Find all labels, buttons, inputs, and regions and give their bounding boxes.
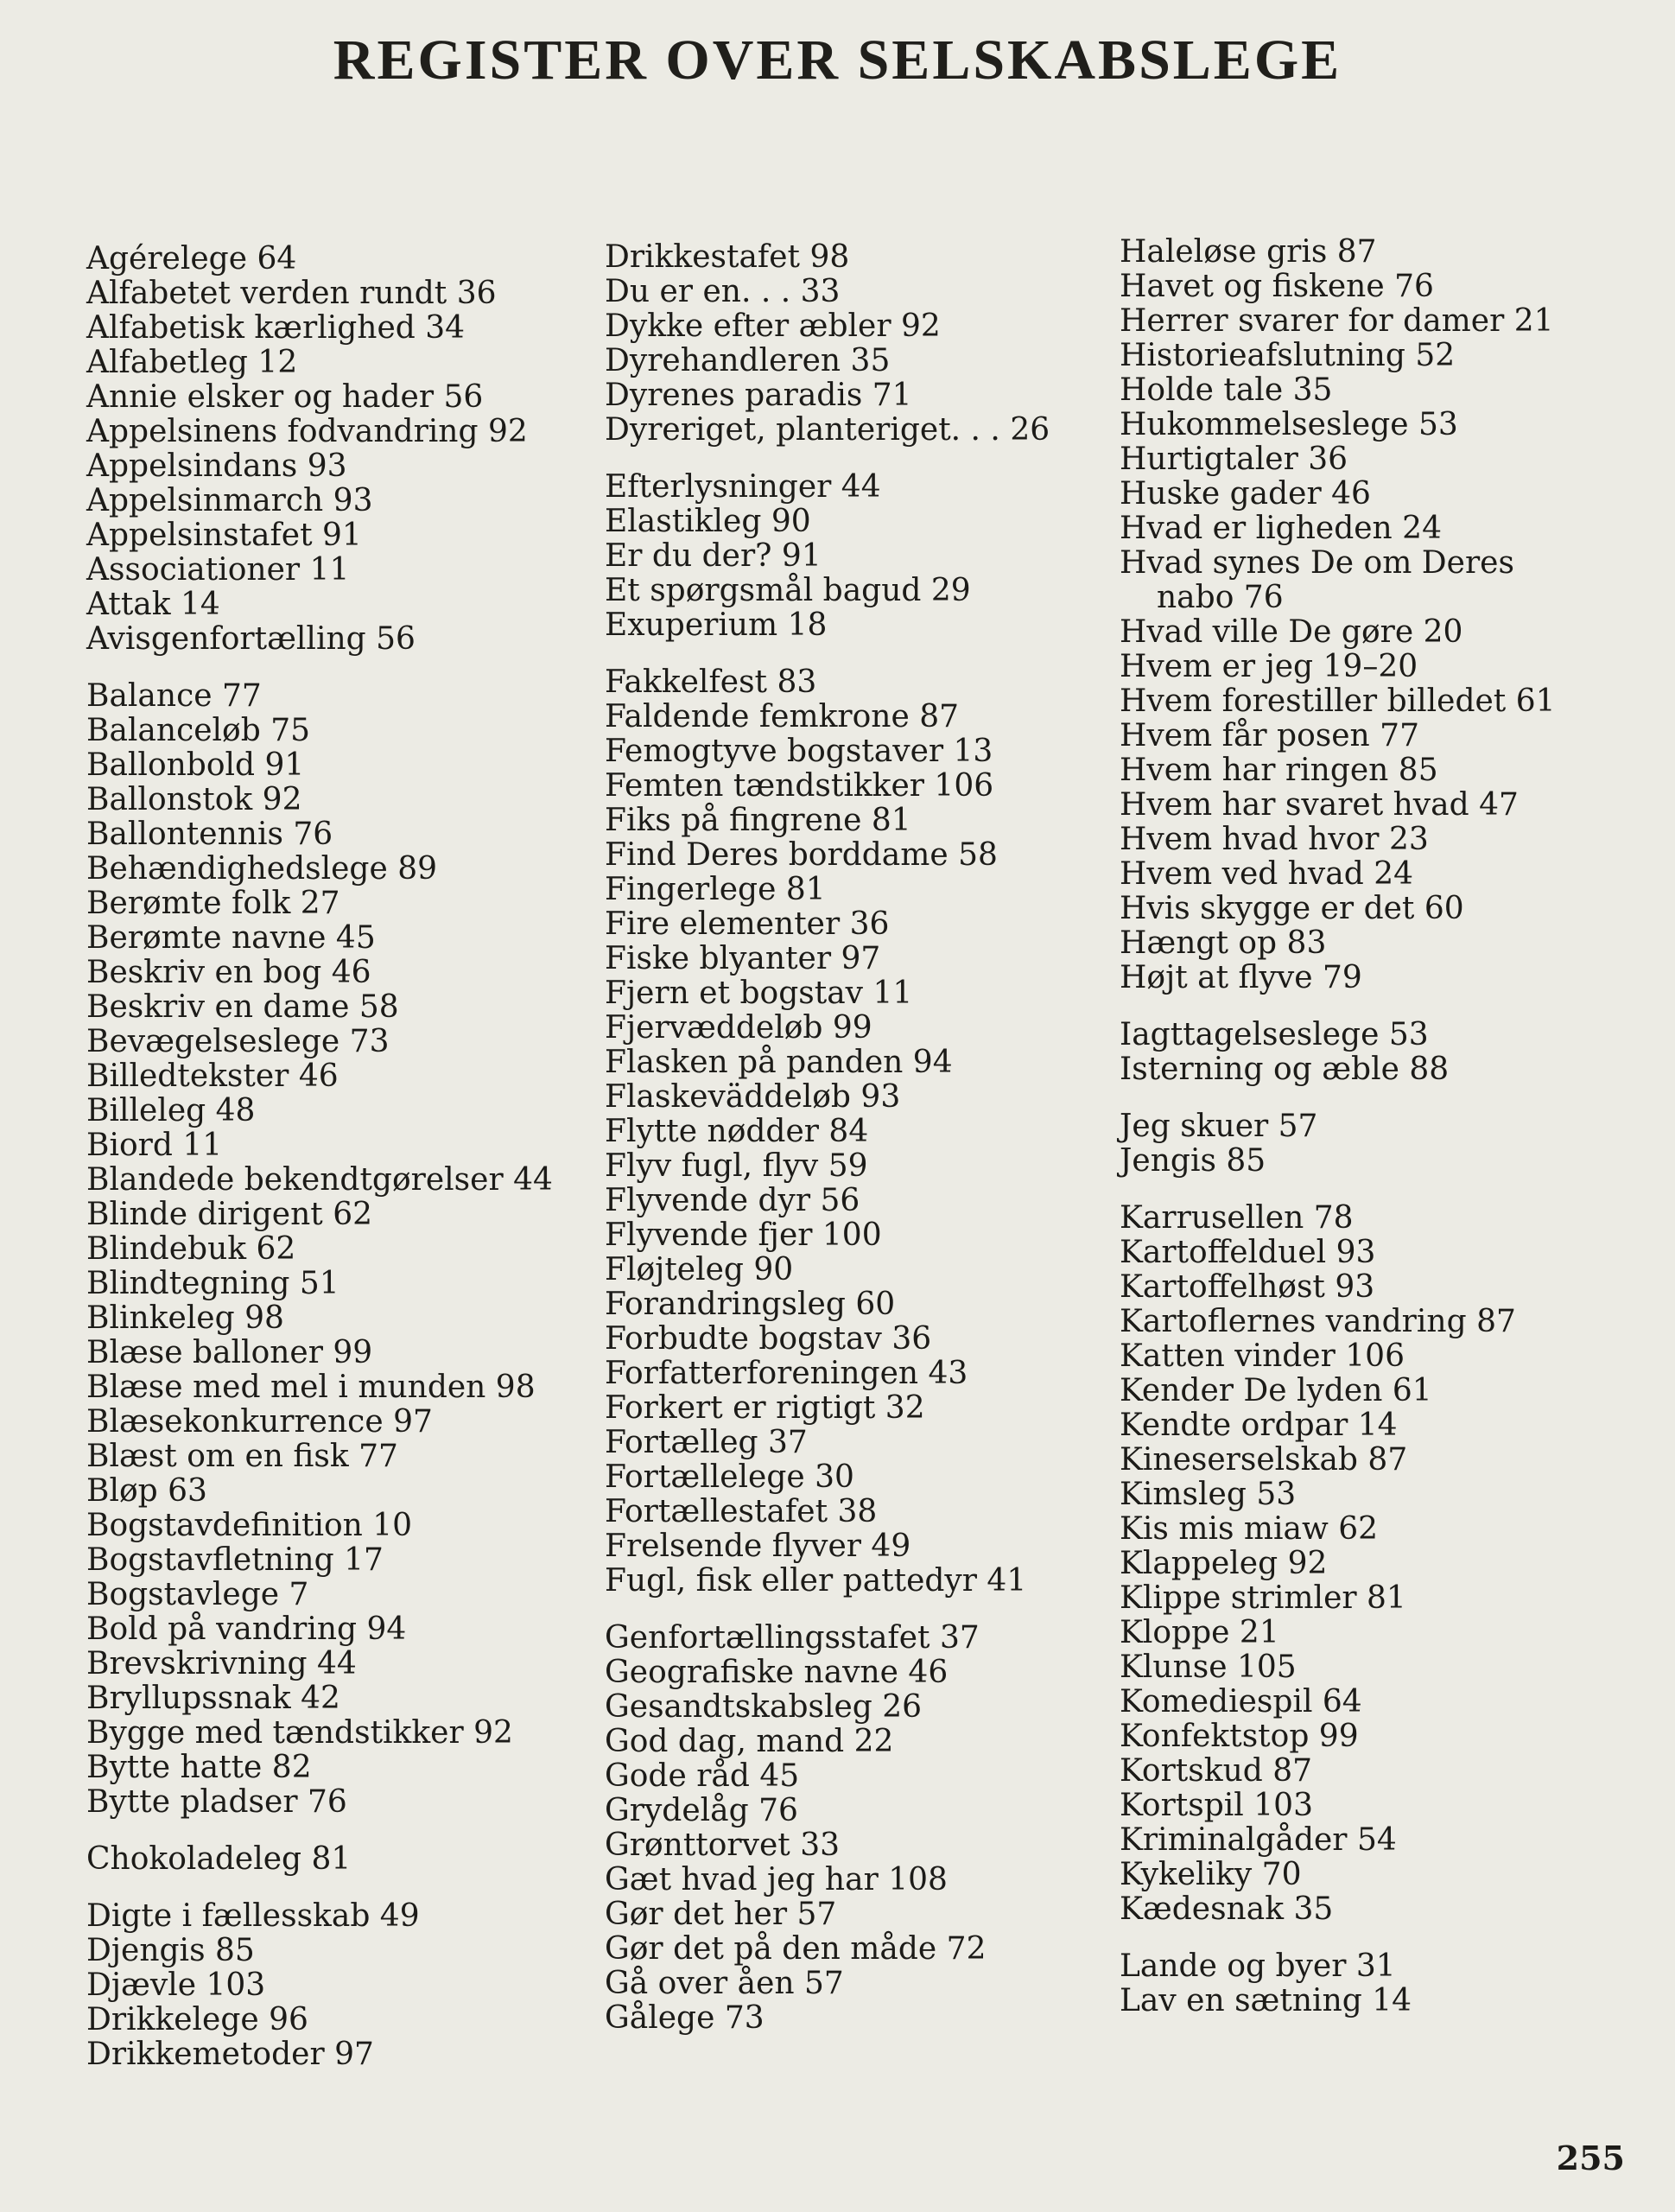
index-entry: Hvem har ringen 85 (1120, 753, 1438, 788)
index-entry: Dyrehandleren 35 (605, 343, 891, 378)
page-number: 255 (1556, 2139, 1625, 2177)
index-entry: Berømte navne 45 (86, 920, 376, 956)
index-entry: Dykke efter æbler 92 (605, 308, 941, 344)
index-entry: Elastikleg 90 (605, 504, 811, 539)
index-entry: Blinde dirigent 62 (86, 1197, 372, 1232)
index-entry: Appelsinstafet 91 (86, 518, 362, 553)
index-entry: Appelsinmarch 93 (86, 483, 373, 518)
index-entry: Fire elementer 36 (605, 906, 890, 942)
index-entry: Associationer 11 (86, 552, 350, 588)
index-entry: Konfektstop 99 (1120, 1719, 1359, 1754)
index-entry: Blæse med mel i munden 98 (86, 1370, 536, 1405)
index-entry: Hvem har svaret hvad 47 (1120, 787, 1519, 823)
index-entry: Kriminalgåder 54 (1120, 1822, 1397, 1858)
index-entry: Komediespil 64 (1120, 1684, 1362, 1719)
index-entry: Frelsende flyver 49 (605, 1529, 911, 1564)
index-entry: Beskriv en bog 46 (86, 955, 371, 990)
index-entry: Jengis 85 (1120, 1143, 1266, 1179)
index-column-1 (86, 242, 605, 2094)
index-entry: Djengis 85 (86, 1933, 255, 1968)
index-entry: Geografiske navne 46 (605, 1655, 949, 1690)
index-entry: Agérelege 64 (86, 241, 297, 276)
index-entry: Havet og fiskene 76 (1120, 269, 1434, 304)
index-group (86, 242, 605, 657)
index-entry: Bogstavlege 7 (86, 1577, 309, 1612)
index-entry: Efterlysninger 44 (605, 469, 881, 505)
index-entry: Find Deres borddame 58 (605, 837, 998, 873)
index-entry: Femogtyve bogstaver 13 (605, 734, 993, 769)
index-entry: Klunse 105 (1120, 1649, 1297, 1685)
index-entry: Flyvende fjer 100 (605, 1217, 882, 1253)
index-entry: Blæsekonkurrence 97 (86, 1404, 433, 1440)
index-entry: Herrer svarer for damer 21 (1120, 303, 1554, 339)
index-entry: Fortællelege 30 (605, 1459, 854, 1495)
index-group (86, 1842, 605, 1877)
index-entry: Ballonstok 92 (86, 782, 302, 817)
index-entry: Bogstavfletning 17 (86, 1542, 384, 1578)
index-group (1120, 1949, 1655, 2018)
index-entry: Blindtegning 51 (86, 1266, 339, 1301)
index-entry: Dyreriget, planteriget. . . 26 (605, 412, 1050, 448)
index-entry: Bytte hatte 82 (86, 1750, 312, 1785)
index-entry: Er du der? 91 (605, 538, 822, 574)
index-entry: Forandringsleg 60 (605, 1287, 896, 1322)
index-entry: Chokoladeleg 81 (86, 1841, 352, 1877)
index-group (1120, 1109, 1655, 1179)
index-entry: Forfatterforeningen 43 (605, 1356, 968, 1391)
index-entry: Billedtekster 46 (86, 1058, 339, 1094)
index-entry: Flytte nødder 84 (605, 1114, 869, 1149)
index-entry: Ballontennis 76 (86, 817, 333, 852)
index-entry: Ballonbold 91 (86, 747, 305, 783)
index-entry: Hurtigtaler 36 (1120, 442, 1348, 477)
index-entry: Kartoffelduel 93 (1120, 1235, 1376, 1270)
index-entry: Alfabetleg 12 (86, 345, 298, 380)
index-entry: God dag, mand 22 (605, 1724, 894, 1759)
index-entry: Hvem hvad hvor 23 (1120, 822, 1429, 857)
index-entry: Hvad synes De om Deres (1120, 545, 1514, 581)
index-entry: Fløjteleg 90 (605, 1252, 794, 1287)
index-entry: Appelsinens fodvandring 92 (86, 414, 528, 449)
index-entry: Højt at flyve 79 (1120, 960, 1362, 995)
index-entry: Alfabetet verden rundt 36 (86, 276, 497, 311)
index-entry: Grønttorvet 33 (605, 1827, 841, 1863)
index-entry: Kortspil 103 (1120, 1788, 1313, 1823)
index-entry: Billeleg 48 (86, 1093, 256, 1128)
index-entry: Klippe strimler 81 (1120, 1580, 1406, 1616)
index-entry: Fortællestafet 38 (605, 1494, 878, 1529)
index-entry: Grydelåg 76 (605, 1793, 798, 1828)
index-entry: Blandede bekendtgørelser 44 (86, 1162, 553, 1198)
index-entry: Du er en. . . 33 (605, 274, 841, 309)
index-entry: Hvis skygge er det 60 (1120, 891, 1464, 926)
index-entry: Kimsleg 53 (1120, 1477, 1297, 1512)
index-entry: Fortælleg 37 (605, 1425, 808, 1460)
index-entry: Hvem ved hvad 24 (1120, 856, 1414, 892)
index-entry: Fugl, fisk eller pattedyr 41 (605, 1563, 1027, 1599)
index-entry: Huske gader 46 (1120, 476, 1371, 512)
index-entry: Bytte pladser 76 (86, 1784, 347, 1820)
index-entry: Kloppe 21 (1120, 1615, 1279, 1650)
index-group (605, 665, 1114, 1599)
index-entry: Forkert er rigtigt 32 (605, 1390, 925, 1426)
index-entry: Kædesnak 35 (1120, 1891, 1334, 1927)
index-group (605, 470, 1114, 643)
index-entry: Brevskrivning 44 (86, 1646, 357, 1681)
index-column-3 (1120, 235, 1655, 2041)
index-entry: Blæst om en fisk 77 (86, 1439, 398, 1474)
index-entry: Digte i fællesskab 49 (86, 1898, 420, 1934)
index-entry: Lav en sætning 14 (1120, 1983, 1412, 2018)
index-entry: Karrusellen 78 (1120, 1200, 1354, 1236)
index-entry: Drikkemetoder 97 (86, 2037, 374, 2072)
index-entry: Fingerlege 81 (605, 872, 826, 907)
index-entry: Kartoflernes vandring 87 (1120, 1304, 1516, 1339)
index-entry: Gør det på den måde 72 (605, 1931, 987, 1967)
index-entry: Kis mis miaw 62 (1120, 1511, 1379, 1547)
index-entry: Drikkelege 96 (86, 2002, 308, 2037)
index-group (605, 1621, 1114, 2036)
index-entry: Annie elsker og hader 56 (86, 379, 484, 415)
index-entry: nabo 76 (1157, 580, 1284, 615)
index-entry: Fakkelfest 83 (605, 664, 817, 700)
index-group (605, 240, 1114, 448)
index-entry: Genfortællingsstafet 37 (605, 1620, 980, 1656)
index-entry: Lande og byer 31 (1120, 1948, 1396, 1984)
index-entry: Exuperium 18 (605, 607, 828, 643)
index-entry: Bløp 63 (86, 1473, 207, 1509)
index-entry: Jeg skuer 57 (1120, 1109, 1318, 1144)
index-entry: Hvem er jeg 19–20 (1120, 649, 1418, 684)
index-entry: Dyrenes paradis 71 (605, 378, 912, 413)
index-entry: Historieafslutning 52 (1120, 338, 1456, 373)
index-entry: Fjervæddeløb 99 (605, 1010, 872, 1046)
index-entry: Flasken på panden 94 (605, 1045, 953, 1080)
index-entry: Bogstavdefinition 10 (86, 1508, 413, 1543)
index-entry: Forbudte bogstav 36 (605, 1321, 932, 1357)
index-entry: Gode råd 45 (605, 1758, 800, 1794)
index-entry: Flaskeväddeløb 93 (605, 1079, 901, 1115)
index-entry: Blæse balloner 99 (86, 1335, 373, 1370)
index-entry: Beskriv en dame 58 (86, 989, 399, 1025)
index-entry: Bygge med tændstikker 92 (86, 1715, 513, 1751)
index-entry: Hvad er ligheden 24 (1120, 511, 1442, 546)
index-entry: Holde tale 35 (1120, 372, 1333, 408)
index-entry: Biord 11 (86, 1128, 223, 1163)
index-entry: Attak 14 (86, 587, 220, 622)
index-entry: Balanceløb 75 (86, 713, 311, 748)
index-entry: Gør det her 57 (605, 1897, 837, 1932)
index-entry: Hvem forestiller billedet 61 (1120, 683, 1556, 719)
index-group (86, 679, 605, 1820)
index-entry: Fiks på fingrene 81 (605, 803, 911, 838)
index-entry: Kartoffelhøst 93 (1120, 1269, 1375, 1305)
index-entry: Hængt op 83 (1120, 925, 1327, 961)
index-entry: Et spørgsmål bagud 29 (605, 573, 971, 608)
index-group (1120, 235, 1655, 995)
index-entry: Flyvende dyr 56 (605, 1183, 860, 1218)
page-title: REGISTER OVER SELSKABSLEGE (333, 29, 1342, 92)
index-entry: Femten tændstikker 106 (605, 768, 994, 804)
index-entry: Djævle 103 (86, 1967, 266, 2003)
index-entry: Kortskud 87 (1120, 1753, 1313, 1789)
index-entry: Blindebuk 62 (86, 1231, 296, 1267)
index-entry: Faldende femkrone 87 (605, 699, 960, 734)
index-entry: Klappeleg 92 (1120, 1546, 1328, 1581)
index-entry: Behændighedslege 89 (86, 851, 438, 887)
index-entry: Appelsindans 93 (86, 448, 347, 484)
index-group (86, 1899, 605, 2072)
index-entry: Kender De lyden 61 (1120, 1373, 1432, 1408)
index-entry: Iagttagelseslege 53 (1120, 1017, 1429, 1052)
index-entry: Hukommelseslege 53 (1120, 407, 1458, 442)
index-entry: Gæt hvad jeg har 108 (605, 1862, 948, 1897)
index-column-2 (605, 240, 1114, 2058)
index-entry: Gå over åen 57 (605, 1966, 844, 2001)
index-group (1120, 1018, 1655, 1087)
index-entry: Gesandtskabsleg 26 (605, 1689, 923, 1725)
index-entry: Avisgenfortælling 56 (86, 621, 416, 657)
index-entry: Blinkeleg 98 (86, 1300, 284, 1336)
index-entry: Kykeliky 70 (1120, 1857, 1302, 1892)
index-entry: Gålege 73 (605, 2000, 765, 2036)
index-entry: Haleløse gris 87 (1120, 234, 1377, 270)
index-entry: Kineserselskab 87 (1120, 1442, 1408, 1478)
index-entry: Alfabetisk kærlighed 34 (86, 310, 466, 346)
index-entry: Berømte folk 27 (86, 886, 340, 921)
index-entry: Hvem får posen 77 (1120, 718, 1419, 753)
index-entry: Hvad ville De gøre 20 (1120, 614, 1463, 650)
index-entry: Bryllupssnak 42 (86, 1681, 340, 1716)
index-entry: Fiske blyanter 97 (605, 941, 881, 976)
index-entry: Drikkestafet 98 (605, 239, 850, 275)
index-entry: Katten vinder 106 (1120, 1338, 1405, 1374)
index-entry: Bold på vandring 94 (86, 1611, 407, 1647)
index-entry: Flyv fugl, flyv 59 (605, 1148, 868, 1184)
index-group (1120, 1201, 1655, 1927)
index-entry: Isterning og æble 88 (1120, 1052, 1450, 1087)
index-entry: Bevægelseslege 73 (86, 1024, 390, 1059)
index-entry: Kendte ordpar 14 (1120, 1408, 1398, 1443)
index-entry: Fjern et bogstav 11 (605, 976, 913, 1011)
index-entry: Balance 77 (86, 678, 262, 714)
